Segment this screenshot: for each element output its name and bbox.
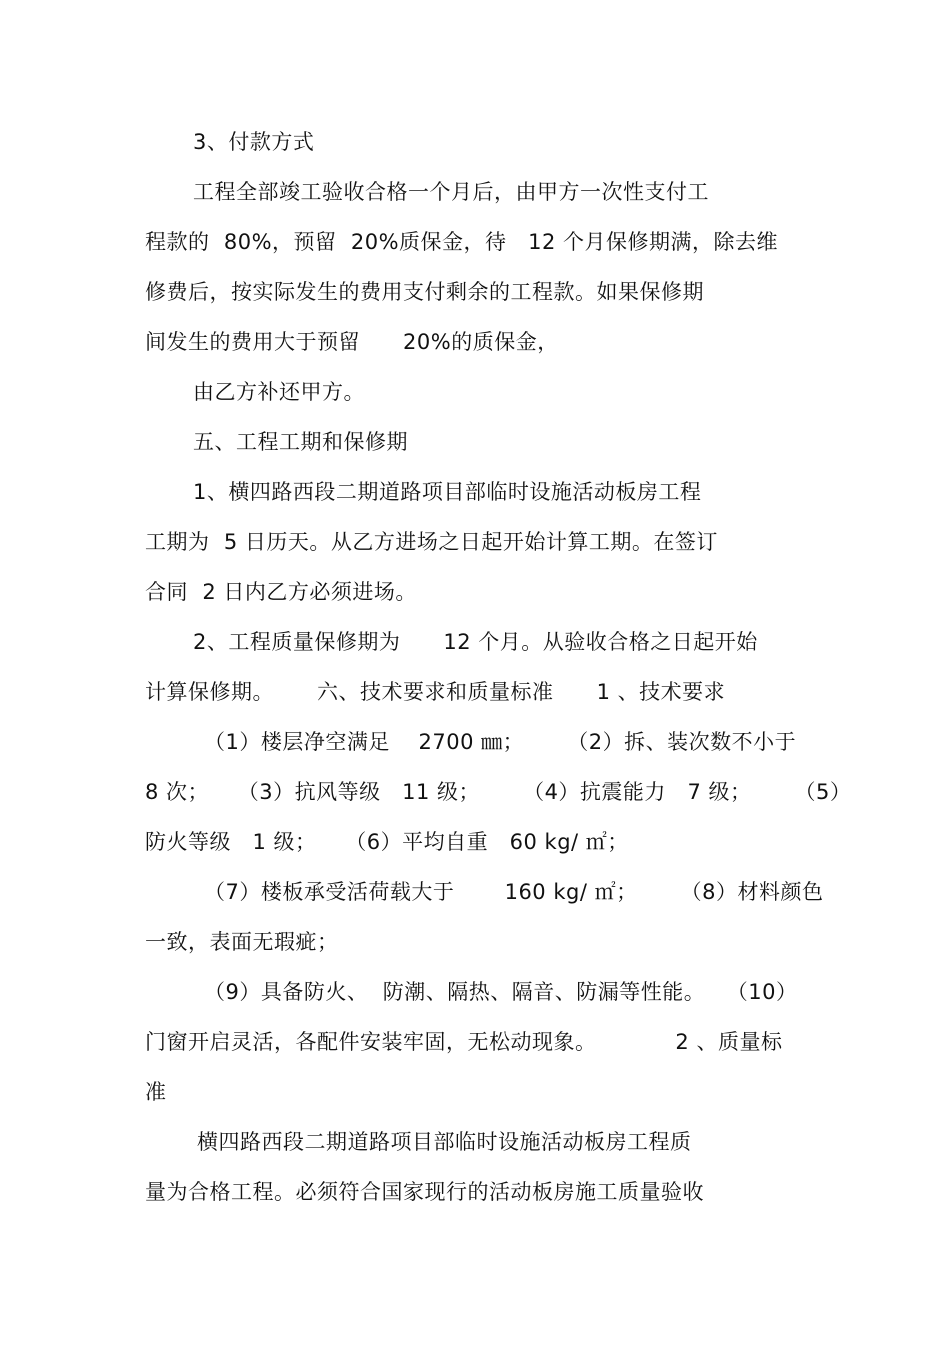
text-line: 间发生的费用大于预留 20%的质保金，	[145, 330, 559, 354]
text-line: 程款的 80%，预留 20%质保金，待 12 个月保修期满，除去维	[145, 230, 778, 254]
text-line: （1）楼层净空满足 2700 ㎜； （2）拆、装次数不小于	[204, 730, 797, 754]
text-line: （9）具备防火、 防潮、隔热、隔音、防漏等性能。 （10）	[204, 980, 798, 1004]
text-line: 门窗开启灵活，各配件安装牢固，无松动现象。 2 、质量标	[145, 1030, 783, 1054]
text-line: 修费后，按实际发生的费用支付剩余的工程款。如果保修期	[145, 280, 704, 304]
text-line: 量为合格工程。必须符合国家现行的活动板房施工质量验收	[145, 1180, 704, 1204]
text-line: 防火等级 1 级； （6）平均自重 60 kg/ ㎡；	[145, 830, 629, 854]
text-line: 2、工程质量保修期为 12 个月。从验收合格之日起开始	[193, 630, 758, 654]
text-line: 工程全部竣工验收合格一个月后，由甲方一次性支付工	[193, 180, 709, 204]
text-line: 横四路西段二期道路项目部临时设施活动板房工程质	[197, 1130, 692, 1154]
text-line: 合同 2 日内乙方必须进场。	[145, 580, 417, 604]
text-line: 计算保修期。 六、技术要求和质量标准 1 、技术要求	[145, 680, 726, 704]
text-line: 一致，表面无瑕疵；	[145, 930, 339, 954]
text-line: 工期为 5 日历天。从乙方进场之日起开始计算工期。在签订	[145, 530, 718, 554]
section-heading: 五、工程工期和保修期	[193, 430, 408, 454]
text-line: 由乙方补还甲方。	[193, 380, 365, 404]
text-line: （7）楼板承受活荷载大于 160 kg/ ㎡； （8）材料颜色	[204, 880, 824, 904]
text-line: 1、横四路西段二期道路项目部临时设施活动板房工程	[193, 480, 702, 504]
text-line: 8 次； （3）抗风等级 11 级； （4）抗震能力 7 级； （5）	[145, 780, 852, 804]
text-line: 准	[145, 1080, 167, 1104]
text-line: 3、付款方式	[193, 130, 315, 154]
